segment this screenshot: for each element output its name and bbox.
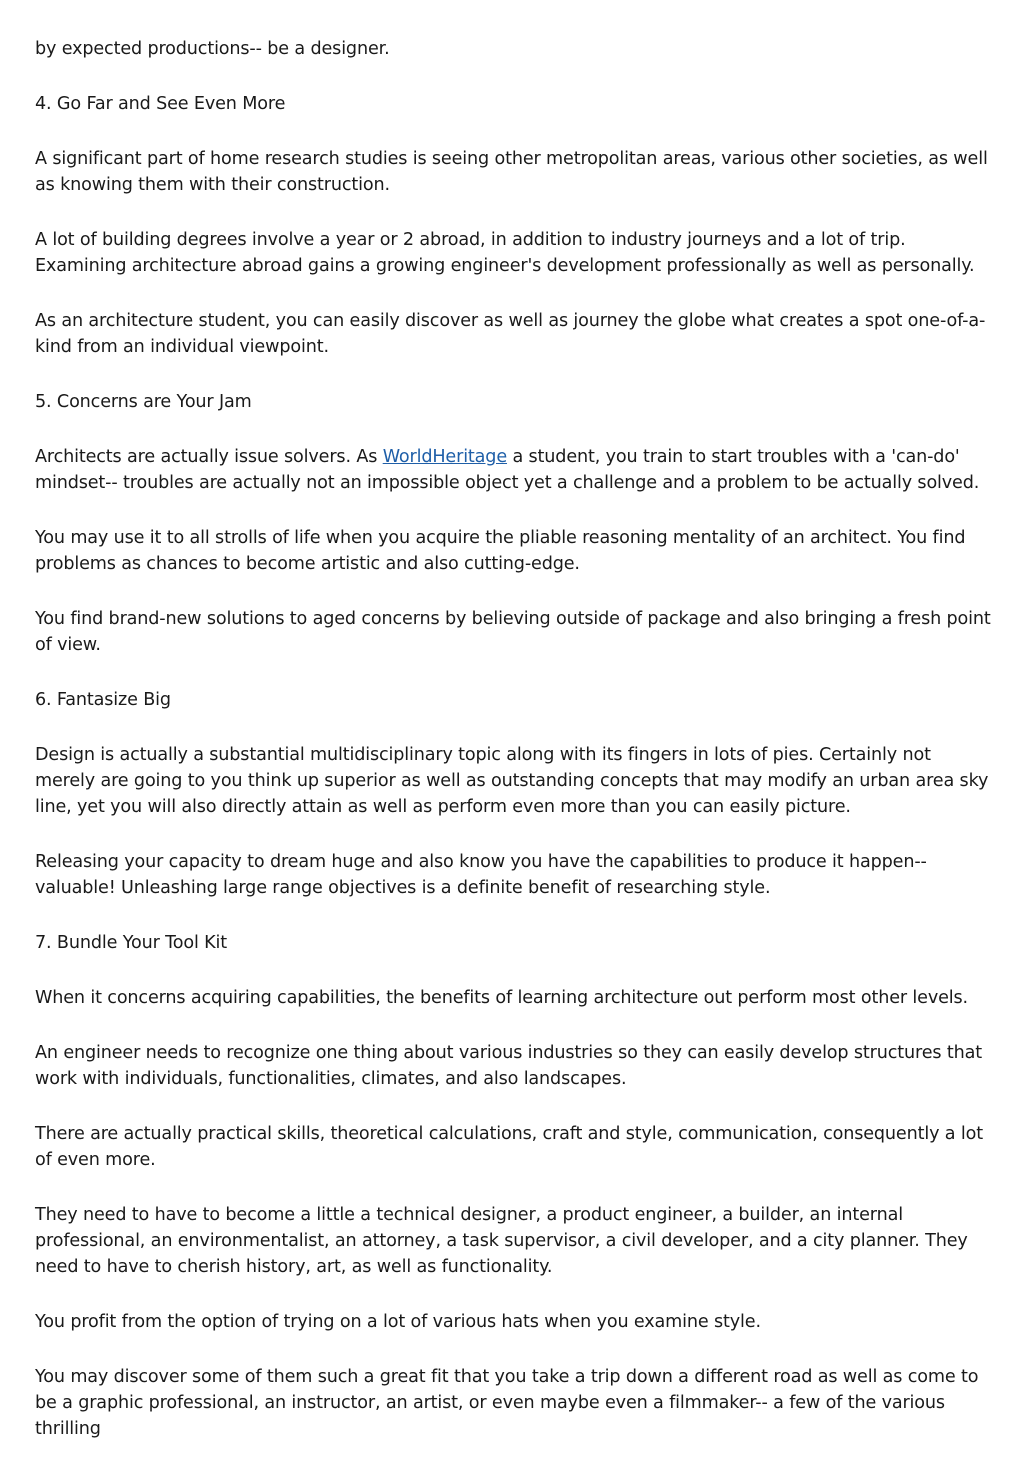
section-heading-go-far: 4. Go Far and See Even More xyxy=(35,94,286,114)
paragraph: An engineer needs to recognize one thing about various industries so they can easily develop structures that work with individuals, functionalities, climates, and also landscapes. xyxy=(35,1043,982,1089)
paragraph-with-link xyxy=(35,444,995,496)
paragraph-text-before-link: Architects are actually issue solvers. As xyxy=(35,447,383,467)
paragraph: You profit from the option of trying on a lot of various hats when you examine style. xyxy=(35,1312,761,1332)
paragraph: They need to have to become a little a technical designer, a product engineer, a builder, an internal professional, an environmentalist, an attorney, a task supervisor, a civil developer, and a city planner. They need to have to cherish history, art, as well as functionality. xyxy=(35,1205,968,1277)
section-heading-fantasize: 6. Fantasize Big xyxy=(35,690,171,710)
document-body xyxy=(35,36,995,1471)
section-heading-tool-kit: 7. Bundle Your Tool Kit xyxy=(35,933,228,953)
paragraph: As an architecture student, you can easily discover as well as journey the globe what creates a spot one-of-a-kind from an individual viewpoint. xyxy=(35,311,986,357)
paragraph: Design is actually a substantial multidisciplinary topic along with its fingers in lots of pies. Certainly not merely are going to you think up superior as well as outstanding concepts that may modify an urban area sky line, yet you will also directly attain as well as perform even more than you can easily picture. xyxy=(35,745,989,817)
paragraph: A lot of building degrees involve a year or 2 abroad, in addition to industry journeys and a lot of trip. Examining architecture abroad gains a growing engineer's development professionally as well as personally. xyxy=(35,230,975,276)
paragraph: You may use it to all strolls of life when you acquire the pliable reasoning mentality of an architect. You find problems as chances to become artistic and also cutting-edge. xyxy=(35,528,966,574)
paragraph: Releasing your capacity to dream huge and also know you have the capabilities to produce it happen-- valuable! Unleashing large range objectives is a definite benefit of researching style. xyxy=(35,852,927,898)
paragraph: You find brand-new solutions to aged concerns by believing outside of package and also bringing a fresh point of view. xyxy=(35,609,991,655)
paragraph-continuation: by expected productions-- be a designer. xyxy=(35,39,390,59)
paragraph: When it concerns acquiring capabilities, the benefits of learning architecture out perform most other levels. xyxy=(35,988,968,1008)
section-heading-concerns: 5. Concerns are Your Jam xyxy=(35,392,252,412)
paragraph-text-after-link: a student, you train to start troubles with a 'can-do' mindset-- troubles are actually not an impossible object yet a challenge and a problem to be actually solved. xyxy=(35,447,980,493)
worldheritage-link[interactable]: WorldHeritage xyxy=(382,447,508,467)
paragraph: There are actually practical skills, theoretical calculations, craft and style, communication, consequently a lot of even more. xyxy=(35,1124,983,1170)
paragraph: A significant part of home research studies is seeing other metropolitan areas, various other societies, as well as knowing them with their construction. xyxy=(35,149,988,195)
paragraph-truncated: You may discover some of them such a great fit that you take a trip down a different road as well as come to be a graphic professional, an instructor, an artist, or even maybe even a filmmaker-- a few of the various thrilling xyxy=(35,1367,979,1439)
